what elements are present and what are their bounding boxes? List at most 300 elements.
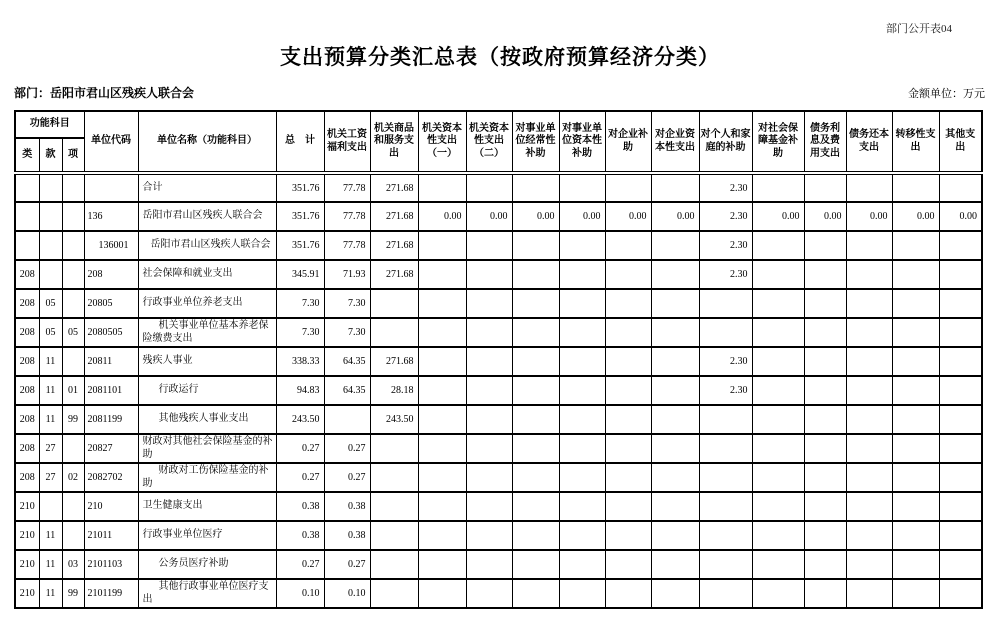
func-item-cell [62, 260, 84, 289]
value-cell [804, 318, 846, 347]
value-cell: 0.00 [418, 202, 466, 231]
value-cell [892, 347, 939, 376]
value-cell: 345.91 [276, 260, 324, 289]
value-cell [939, 492, 982, 521]
value-cell [418, 434, 466, 463]
value-cell [651, 550, 699, 579]
value-cell [418, 347, 466, 376]
value-cell: 0.10 [324, 579, 370, 608]
value-cell [846, 376, 892, 405]
value-cell [605, 376, 651, 405]
value-cell [752, 434, 804, 463]
value-cell [324, 405, 370, 434]
value-cell: 243.50 [370, 405, 418, 434]
table-row [15, 550, 982, 579]
value-cell [699, 289, 752, 318]
value-cell [466, 347, 512, 376]
value-cell [418, 289, 466, 318]
unit-code-cell: 2101103 [84, 550, 138, 579]
column-header: 对事业单位资本性补助 [559, 111, 605, 173]
func-section-cell [39, 260, 62, 289]
unit-code-cell [84, 173, 138, 202]
value-cell [418, 550, 466, 579]
func-item-cell [62, 492, 84, 521]
column-header: 转移性支出 [892, 111, 939, 173]
table-row [15, 173, 982, 202]
value-cell [559, 463, 605, 492]
column-header: 债务利息及费用支出 [804, 111, 846, 173]
value-cell [752, 376, 804, 405]
value-cell: 0.10 [276, 579, 324, 608]
column-header: 机关资本性支出（二） [466, 111, 512, 173]
value-cell [512, 579, 559, 608]
value-cell [512, 434, 559, 463]
value-cell: 2.30 [699, 173, 752, 202]
table-row [15, 202, 982, 231]
value-cell [699, 434, 752, 463]
value-cell [939, 521, 982, 550]
value-cell: 0.27 [276, 550, 324, 579]
value-cell [418, 173, 466, 202]
unit-code-cell: 208 [84, 260, 138, 289]
value-cell [651, 376, 699, 405]
unit-name-cell: 财政对其他社会保险基金的补助 [138, 434, 276, 463]
meta-row [14, 84, 985, 101]
value-cell [892, 579, 939, 608]
value-cell [804, 173, 846, 202]
unit-code-cell: 21011 [84, 521, 138, 550]
func-class-cell: 210 [15, 492, 39, 521]
unit-name-cell: 财政对工伤保险基金的补助 [138, 463, 276, 492]
value-cell [418, 318, 466, 347]
value-cell [418, 579, 466, 608]
value-cell [846, 318, 892, 347]
value-cell [804, 376, 846, 405]
value-cell [846, 173, 892, 202]
header-unit-name: 单位名称（功能科目） [138, 111, 276, 173]
value-cell [892, 521, 939, 550]
value-cell: 7.30 [324, 318, 370, 347]
value-cell [512, 318, 559, 347]
value-cell [939, 347, 982, 376]
table-row [15, 318, 982, 347]
func-class-cell: 210 [15, 579, 39, 608]
value-cell [559, 289, 605, 318]
value-cell: 0.00 [804, 202, 846, 231]
value-cell [651, 463, 699, 492]
value-cell [466, 260, 512, 289]
value-cell [605, 463, 651, 492]
value-cell [752, 463, 804, 492]
value-cell [752, 492, 804, 521]
value-cell [512, 289, 559, 318]
value-cell [939, 579, 982, 608]
value-cell [752, 231, 804, 260]
value-cell: 0.00 [651, 202, 699, 231]
unit-name-cell: 其他行政事业单位医疗支出 [138, 579, 276, 608]
value-cell [559, 521, 605, 550]
value-cell [804, 260, 846, 289]
value-cell [651, 289, 699, 318]
unit-name-cell: 合计 [138, 173, 276, 202]
value-cell [559, 405, 605, 434]
value-cell [418, 521, 466, 550]
unit-code-cell: 20811 [84, 347, 138, 376]
unit-name-cell: 公务员医疗补助 [138, 550, 276, 579]
func-class-cell: 210 [15, 521, 39, 550]
func-item-cell: 01 [62, 376, 84, 405]
value-cell [605, 579, 651, 608]
func-class-cell: 208 [15, 260, 39, 289]
func-section-cell: 05 [39, 318, 62, 347]
value-cell [512, 405, 559, 434]
value-cell [804, 579, 846, 608]
value-cell: 243.50 [276, 405, 324, 434]
unit-name-cell: 残疾人事业 [138, 347, 276, 376]
table-row [15, 376, 982, 405]
value-cell [846, 492, 892, 521]
value-cell [512, 260, 559, 289]
value-cell [804, 492, 846, 521]
value-cell [370, 289, 418, 318]
value-cell: 7.30 [276, 318, 324, 347]
department-label: 部门：岳阳市君山区残疾人联合会 [14, 86, 195, 100]
value-cell [370, 579, 418, 608]
unit-name-cell: 卫生健康支出 [138, 492, 276, 521]
value-cell [846, 347, 892, 376]
unit-name-cell: 其他残疾人事业支出 [138, 405, 276, 434]
table-row [15, 434, 982, 463]
value-cell: 0.00 [752, 202, 804, 231]
func-item-cell: 99 [62, 405, 84, 434]
value-cell [804, 289, 846, 318]
value-cell [605, 521, 651, 550]
value-cell [512, 347, 559, 376]
value-cell [512, 521, 559, 550]
value-cell [752, 579, 804, 608]
column-header: 对个人和家庭的补助 [699, 111, 752, 173]
func-class-cell: 208 [15, 405, 39, 434]
func-class-cell: 208 [15, 347, 39, 376]
unit-code-cell: 2081101 [84, 376, 138, 405]
func-section-cell: 11 [39, 550, 62, 579]
value-cell: 64.35 [324, 347, 370, 376]
value-cell [418, 260, 466, 289]
value-cell [605, 347, 651, 376]
value-cell [512, 550, 559, 579]
value-cell [752, 405, 804, 434]
value-cell: 0.27 [324, 434, 370, 463]
value-cell [752, 521, 804, 550]
value-cell [892, 376, 939, 405]
table-row [15, 463, 982, 492]
value-cell: 271.68 [370, 260, 418, 289]
value-cell [466, 550, 512, 579]
value-cell [846, 579, 892, 608]
value-cell [892, 260, 939, 289]
value-cell [559, 579, 605, 608]
value-cell: 2.30 [699, 231, 752, 260]
value-cell [651, 318, 699, 347]
value-cell: 71.93 [324, 260, 370, 289]
func-section-cell: 11 [39, 521, 62, 550]
value-cell [939, 173, 982, 202]
func-section-cell: 11 [39, 347, 62, 376]
value-cell [651, 492, 699, 521]
header-func-section: 款 [39, 138, 62, 173]
value-cell [559, 347, 605, 376]
func-class-cell: 208 [15, 463, 39, 492]
value-cell: 77.78 [324, 231, 370, 260]
table-row [15, 492, 982, 521]
unit-code-cell: 136 [84, 202, 138, 231]
func-section-cell [39, 202, 62, 231]
value-cell [418, 231, 466, 260]
func-class-cell [15, 202, 39, 231]
func-item-cell [62, 173, 84, 202]
value-cell [846, 550, 892, 579]
value-cell [752, 347, 804, 376]
value-cell [892, 318, 939, 347]
value-cell [752, 550, 804, 579]
value-cell [699, 492, 752, 521]
table-row [15, 260, 982, 289]
value-cell [418, 492, 466, 521]
value-cell [559, 231, 605, 260]
func-section-cell: 27 [39, 463, 62, 492]
value-cell [939, 376, 982, 405]
value-cell [892, 492, 939, 521]
value-cell [605, 405, 651, 434]
value-cell: 271.68 [370, 347, 418, 376]
unit-name-cell: 机关事业单位基本养老保险缴费支出 [138, 318, 276, 347]
value-cell: 0.38 [324, 521, 370, 550]
value-cell [559, 550, 605, 579]
value-cell: 0.38 [276, 521, 324, 550]
doc-label: 部门公开表04 [886, 23, 952, 35]
value-cell: 2.30 [699, 347, 752, 376]
func-item-cell: 02 [62, 463, 84, 492]
value-cell [939, 550, 982, 579]
value-cell [699, 463, 752, 492]
value-cell [939, 463, 982, 492]
budget-table [14, 110, 983, 609]
value-cell [651, 434, 699, 463]
value-cell: 0.27 [324, 463, 370, 492]
value-cell: 7.30 [276, 289, 324, 318]
value-cell: 351.76 [276, 231, 324, 260]
amount-unit-label: 金额单位：万元 [908, 88, 985, 100]
value-cell [466, 173, 512, 202]
value-cell: 2.30 [699, 202, 752, 231]
table-body [15, 173, 982, 608]
value-cell: 351.76 [276, 173, 324, 202]
value-cell: 7.30 [324, 289, 370, 318]
value-cell: 77.78 [324, 202, 370, 231]
value-cell [939, 434, 982, 463]
value-cell [605, 550, 651, 579]
table-row [15, 289, 982, 318]
unit-name-cell: 行政运行 [138, 376, 276, 405]
value-cell [892, 231, 939, 260]
unit-name-cell: 行政事业单位养老支出 [138, 289, 276, 318]
value-cell [651, 231, 699, 260]
func-item-cell [62, 202, 84, 231]
value-cell: 271.68 [370, 173, 418, 202]
value-cell [699, 521, 752, 550]
value-cell [846, 434, 892, 463]
value-cell: 0.00 [892, 202, 939, 231]
value-cell [605, 173, 651, 202]
value-cell [512, 231, 559, 260]
column-header: 其他支出 [939, 111, 982, 173]
unit-code-cell: 20805 [84, 289, 138, 318]
value-cell: 0.00 [846, 202, 892, 231]
func-class-cell: 208 [15, 289, 39, 318]
value-cell [804, 434, 846, 463]
unit-name-cell: 岳阳市君山区残疾人联合会 [138, 231, 276, 260]
column-header: 对事业单位经常性补助 [512, 111, 559, 173]
value-cell [466, 318, 512, 347]
table-row [15, 521, 982, 550]
value-cell [699, 405, 752, 434]
value-cell [512, 492, 559, 521]
header-total: 总 计 [276, 111, 324, 173]
page-title: 支出预算分类汇总表（按政府预算经济分类） [280, 45, 720, 69]
value-cell [699, 550, 752, 579]
column-header: 机关资本性支出（一） [418, 111, 466, 173]
func-item-cell [62, 521, 84, 550]
func-section-cell: 11 [39, 376, 62, 405]
unit-code-cell: 136001 [84, 231, 138, 260]
header-func-item: 项 [62, 138, 84, 173]
value-cell [892, 550, 939, 579]
value-cell [804, 463, 846, 492]
unit-code-cell: 210 [84, 492, 138, 521]
header-unit-code: 单位代码 [84, 111, 138, 173]
value-cell [418, 463, 466, 492]
value-cell [466, 405, 512, 434]
value-cell: 2.30 [699, 376, 752, 405]
value-cell: 0.00 [512, 202, 559, 231]
value-cell [466, 492, 512, 521]
value-cell [939, 231, 982, 260]
value-cell [466, 434, 512, 463]
value-cell: 271.68 [370, 202, 418, 231]
value-cell [370, 318, 418, 347]
column-header: 机关商品和服务支出 [370, 111, 418, 173]
value-cell [752, 260, 804, 289]
func-section-cell [39, 492, 62, 521]
func-item-cell [62, 231, 84, 260]
value-cell [605, 434, 651, 463]
func-section-cell [39, 173, 62, 202]
header-row-top [15, 111, 982, 138]
value-cell [846, 463, 892, 492]
value-cell [752, 173, 804, 202]
value-cell [651, 347, 699, 376]
value-cell [605, 492, 651, 521]
value-cell [512, 376, 559, 405]
value-cell [605, 260, 651, 289]
value-cell [699, 579, 752, 608]
unit-code-cell: 2081199 [84, 405, 138, 434]
value-cell [466, 521, 512, 550]
value-cell [892, 289, 939, 318]
column-header: 对社会保障基金补助 [752, 111, 804, 173]
column-header: 对企业资本性支出 [651, 111, 699, 173]
value-cell [892, 173, 939, 202]
func-section-cell: 05 [39, 289, 62, 318]
value-cell [804, 347, 846, 376]
value-cell [846, 231, 892, 260]
value-cell [605, 289, 651, 318]
value-cell [846, 260, 892, 289]
value-cell: 0.38 [276, 492, 324, 521]
value-cell: 351.76 [276, 202, 324, 231]
value-cell [370, 434, 418, 463]
func-class-cell: 208 [15, 318, 39, 347]
value-cell [559, 318, 605, 347]
value-cell [559, 492, 605, 521]
unit-name-cell: 行政事业单位医疗 [138, 521, 276, 550]
value-cell: 271.68 [370, 231, 418, 260]
value-cell [466, 231, 512, 260]
func-item-cell: 03 [62, 550, 84, 579]
unit-code-cell: 2101199 [84, 579, 138, 608]
value-cell: 64.35 [324, 376, 370, 405]
value-cell [651, 579, 699, 608]
value-cell: 338.33 [276, 347, 324, 376]
func-section-cell: 11 [39, 579, 62, 608]
value-cell [559, 173, 605, 202]
unit-name-cell: 社会保障和就业支出 [138, 260, 276, 289]
table-row [15, 347, 982, 376]
value-cell: 0.00 [466, 202, 512, 231]
value-cell [651, 521, 699, 550]
func-item-cell [62, 347, 84, 376]
value-cell: 0.38 [324, 492, 370, 521]
value-cell: 0.00 [605, 202, 651, 231]
value-cell [370, 521, 418, 550]
value-cell [846, 289, 892, 318]
value-cell [370, 492, 418, 521]
table-row [15, 405, 982, 434]
value-cell [466, 289, 512, 318]
func-item-cell: 05 [62, 318, 84, 347]
unit-code-cell: 2080505 [84, 318, 138, 347]
value-cell [651, 260, 699, 289]
column-header: 对企业补助 [605, 111, 651, 173]
value-cell: 0.00 [939, 202, 982, 231]
value-cell [559, 434, 605, 463]
header-func-class: 类 [15, 138, 39, 173]
value-cell: 2.30 [699, 260, 752, 289]
value-cell: 0.00 [559, 202, 605, 231]
func-section-cell: 27 [39, 434, 62, 463]
value-cell: 77.78 [324, 173, 370, 202]
value-cell [752, 289, 804, 318]
value-cell [466, 463, 512, 492]
value-cell [418, 376, 466, 405]
value-cell [418, 405, 466, 434]
func-class-cell [15, 173, 39, 202]
value-cell: 0.27 [324, 550, 370, 579]
func-section-cell: 11 [39, 405, 62, 434]
value-cell [752, 318, 804, 347]
value-cell [804, 405, 846, 434]
value-cell [804, 231, 846, 260]
